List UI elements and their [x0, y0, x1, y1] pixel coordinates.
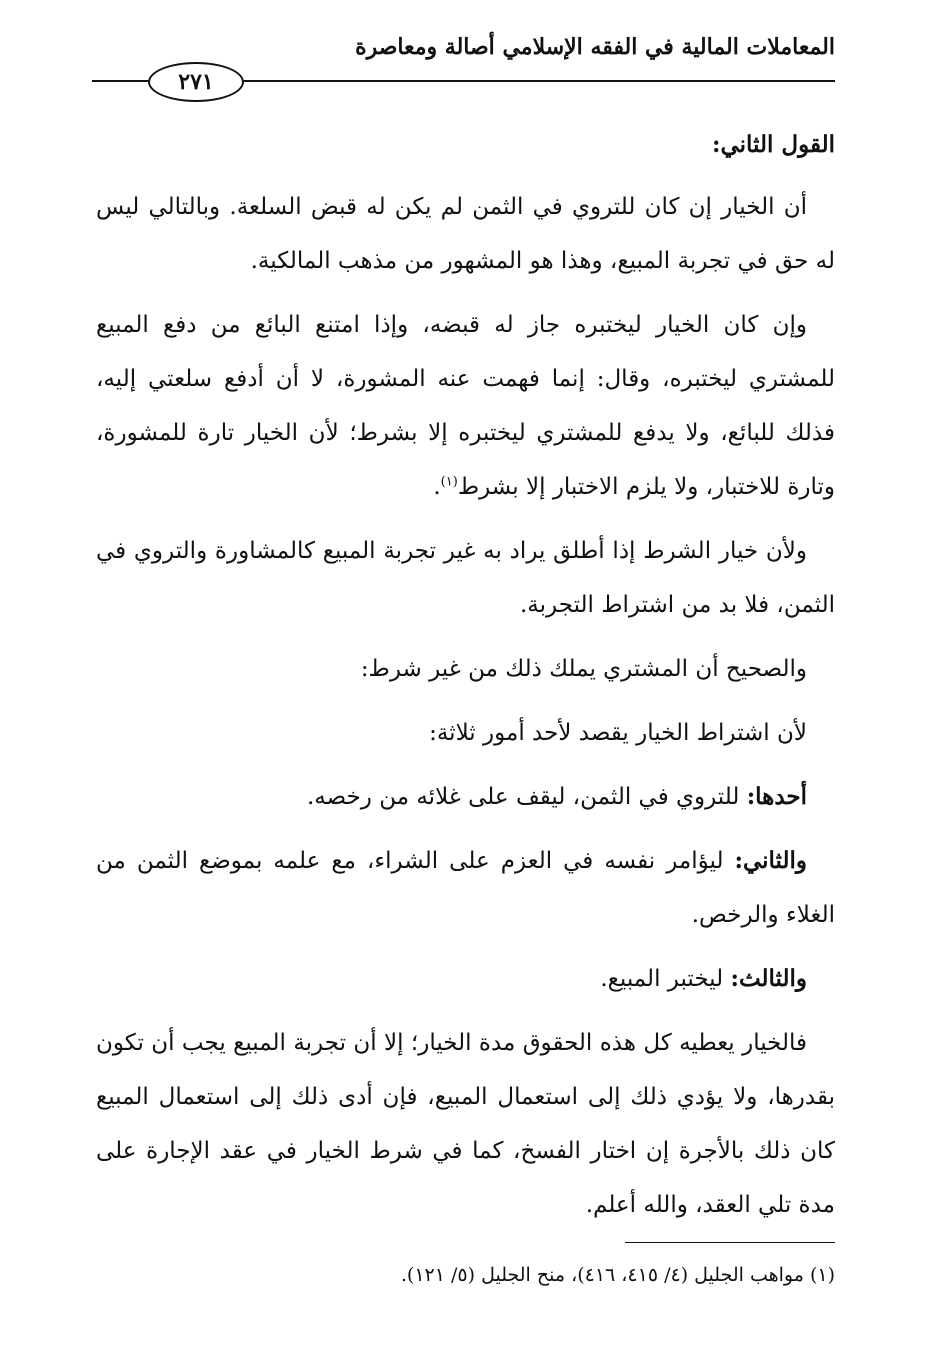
- list-item-3: [96, 952, 835, 1006]
- list-item-1-label: أحدها:: [746, 783, 807, 810]
- list-item-2-text: ليؤامر نفسه في العزم على الشراء، مع علمه بموضع الثمن من الغلاء والرخص.: [96, 848, 835, 928]
- paragraph-5: لأن اشتراط الخيار يقصد لأحد أمور ثلاثة:: [429, 720, 807, 746]
- paragraph-2-text: وإن كان الخيار ليختبره جاز له قبضه، وإذا امتنع البائع من دفع المبيع للمشتري ليختبره، وقال: إنما فهمت عنه المشورة، لا أن أدفع سلعتي إليه، فذلك للبائع، ولا يدفع للمشتري ليختبره إلا بشرط؛ لأن الخيار تارة للمشورة، وتارة للاختبار، ولا يلزم الاختبار إلا بشرط: [96, 312, 835, 500]
- page-number-badge: ٢٧١: [148, 62, 244, 102]
- paragraph-4: والصحيح أن المشتري يملك ذلك من غير شرط:: [360, 656, 807, 682]
- paragraph-2-end: .: [433, 474, 441, 500]
- paragraph-3: ولأن خيار الشرط إذا أطلق يراد به غير تجربة المبيع كالمشاورة والتروي في الثمن، فلا بد من اشتراط التجربة.: [96, 538, 835, 618]
- footnote-separator: [625, 1242, 835, 1243]
- list-item-1: [96, 770, 835, 824]
- list-item-2: [96, 834, 835, 942]
- footnote-ref[interactable]: (١): [440, 474, 458, 490]
- footnote: (١) مواهب الجليل (٤/ ٤١٥، ٤١٦)، منح الجليل (٥/ ١٢١).: [400, 1264, 835, 1286]
- paragraph-1: أن الخيار إن كان للتروي في الثمن لم يكن له قبض السلعة. وبالتالي ليس له حق في تجربة المبيع، وهذا هو المشهور من مذهب المالكية.: [96, 194, 835, 274]
- list-item-2-label: والثاني:: [734, 847, 807, 874]
- paragraph-2: [96, 298, 835, 514]
- section-heading: القول الثاني:: [711, 131, 835, 158]
- paragraph-6: فالخيار يعطيه كل هذه الحقوق مدة الخيار؛ إلا أن تجربة المبيع يجب أن تكون بقدرها، ولا يؤدي ذلك إلى استعمال المبيع، فإن أدى ذلك إلى استعمال المبيع كان ذلك بالأجرة إن اختار الفسخ، كما في شرط الخيار في عقد الإجارة على مدة تلي العقد، والله أعلم.: [96, 1030, 835, 1218]
- main-text: [96, 118, 835, 1242]
- list-item-1-text: للتروي في الثمن، ليقف على غلائه من رخصه.: [306, 784, 747, 810]
- running-head-title: المعاملات المالية في الفقه الإسلامي أصالة ومعاصرة: [355, 34, 835, 60]
- list-item-3-label: والثالث:: [730, 965, 807, 992]
- list-item-3-text: ليختبر المبيع.: [600, 966, 731, 992]
